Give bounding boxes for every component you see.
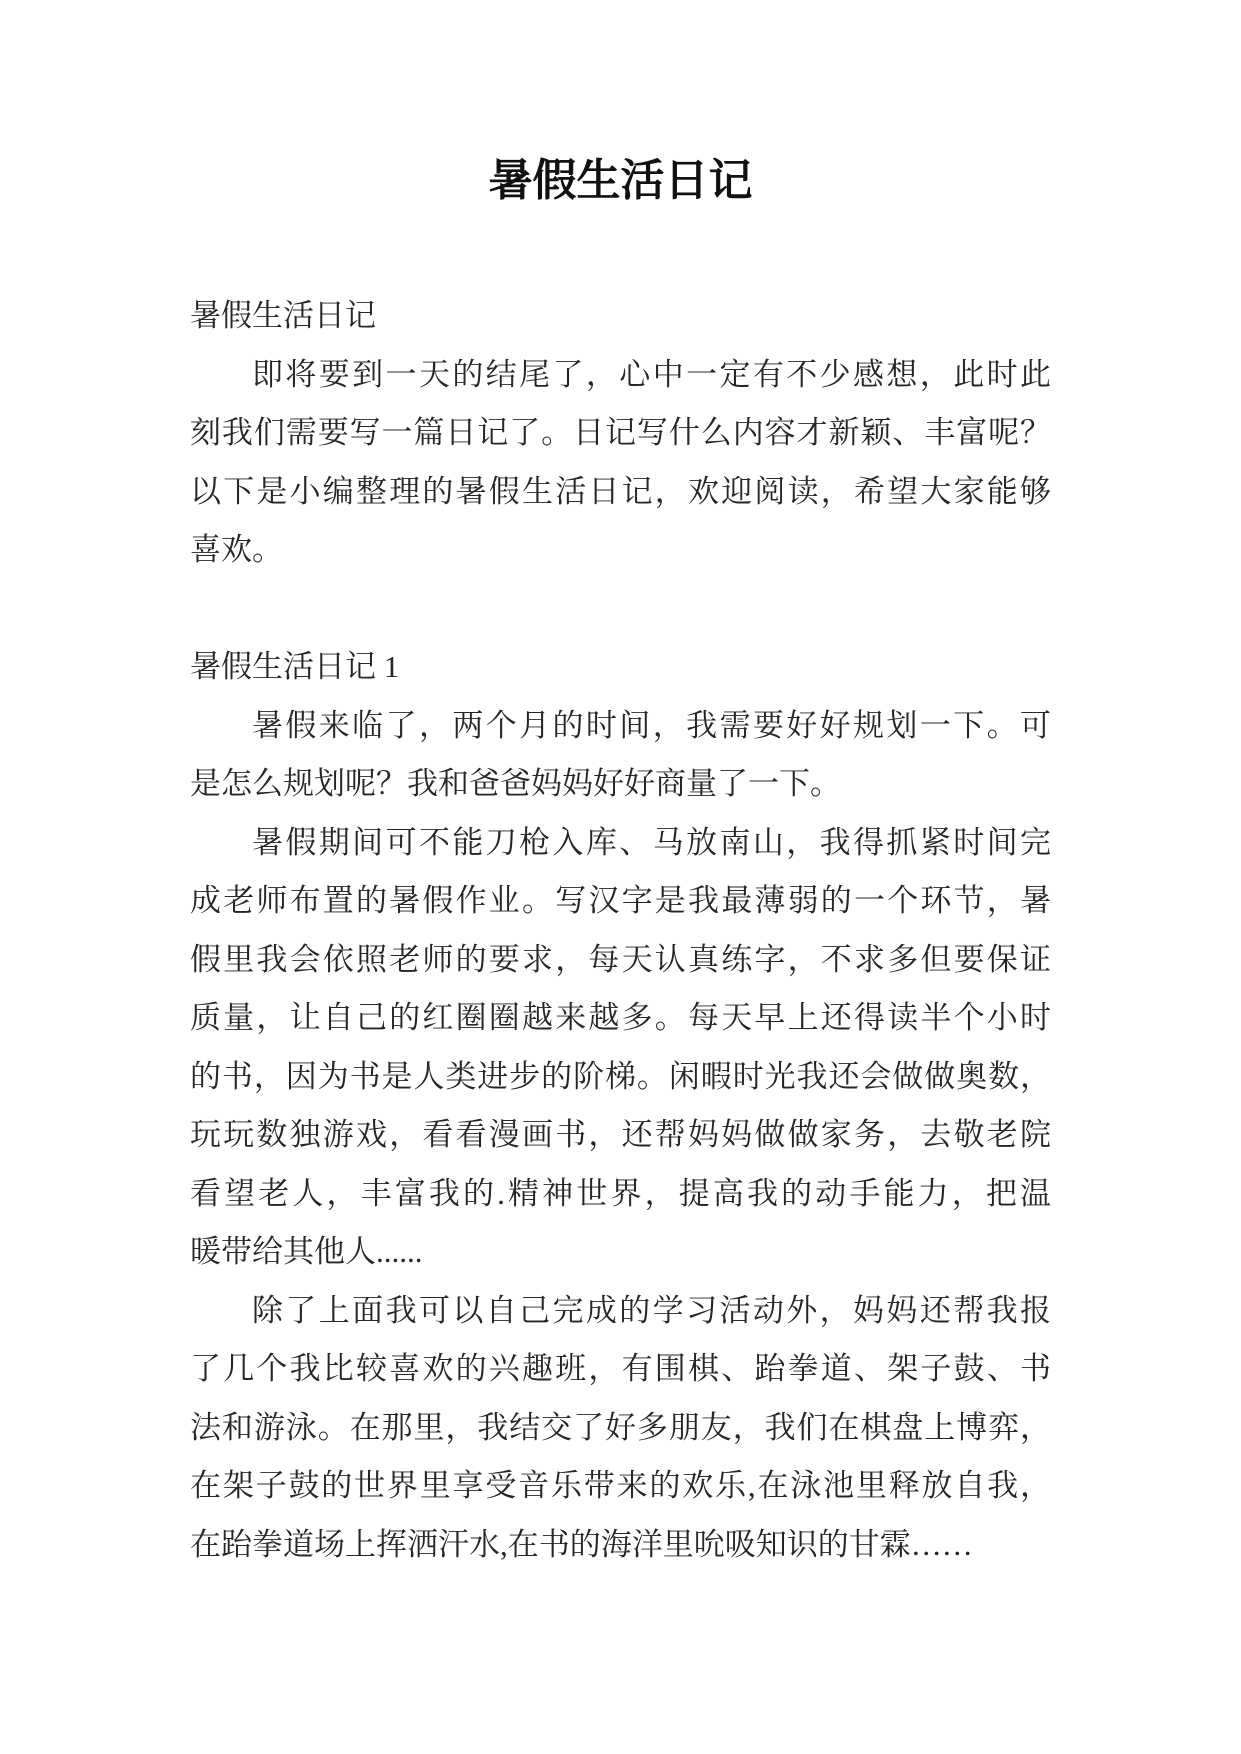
diary-1-paragraph-1 [190,697,1051,814]
paragraph-line: 法和游泳。在那里，我结交了好多朋友，我们在棋盘上博弈， [190,1409,1051,1445]
paragraph-line: 除了上面我可以自己完成的学习活动外，妈妈还帮我报 [252,1292,1051,1328]
paragraph-line: 玩玩数独游戏，看看漫画书，还帮妈妈做做家务，去敬老院 [190,1117,1051,1152]
paragraph-line: 了几个我比较喜欢的兴趣班，有围棋、跆拳道、架子鼓、书 [190,1351,1051,1386]
diary-1-paragraph-3 [190,1282,1051,1575]
paragraph-line: 是怎么规划呢？我和爸爸妈妈好好商量了一下。 [190,766,841,801]
paragraph-line: 看望老人，丰富我的.精神世界，提高我的动手能力，把温 [190,1175,1051,1211]
document-body [190,287,1051,1574]
diary-1-section [190,638,1051,1574]
paragraph-line: 暑假期间可不能刀枪入库、马放南山，我得抓紧时间完 [252,824,1051,860]
paragraph-line: 成老师布置的暑假作业。写汉字是我最薄弱的一个环节，暑 [190,883,1051,918]
paragraph-line: 刻我们需要写一篇日记了。日记写什么内容才新颖、丰富呢？ [190,415,1051,450]
paragraph-line: 的书，因为书是人类进步的阶梯。闲暇时光我还会做做奥数， [190,1058,1051,1094]
paragraph-line: 暑假来临了，两个月的时间，我需要好好规划一下。可 [252,707,1051,743]
paragraph-line: 即将要到一天的结尾了，心中一定有不少感想，此时此 [252,356,1051,392]
paragraph-line: 质量，让自己的红圈圈越来越多。每天早上还得读半个小时 [190,1000,1051,1035]
paragraph-line: 喜欢。 [190,532,283,567]
intro-paragraph [190,346,1051,580]
paragraph-line: 假里我会依照老师的要求，每天认真练字，不求多但要保证 [190,941,1051,977]
paragraph-line: 以下是小编整理的暑假生活日记，欢迎阅读，希望大家能够 [190,473,1051,509]
diary-1-paragraph-2 [190,814,1051,1282]
paragraph-line: 在架子鼓的世界里享受音乐带来的欢乐,在泳池里释放自我， [190,1468,1051,1503]
intro-heading: 暑假生活日记 [190,298,376,333]
paragraph-line: 在跆拳道场上挥洒汗水,在书的海洋里吮吸知识的甘霖…… [190,1526,973,1562]
intro-section [190,287,1051,580]
diary-1-heading: 暑假生活日记 1 [190,649,400,684]
paragraph-line: 暖带给其他人...... [190,1234,423,1269]
document-title: 暑假生活日记 [488,156,753,205]
